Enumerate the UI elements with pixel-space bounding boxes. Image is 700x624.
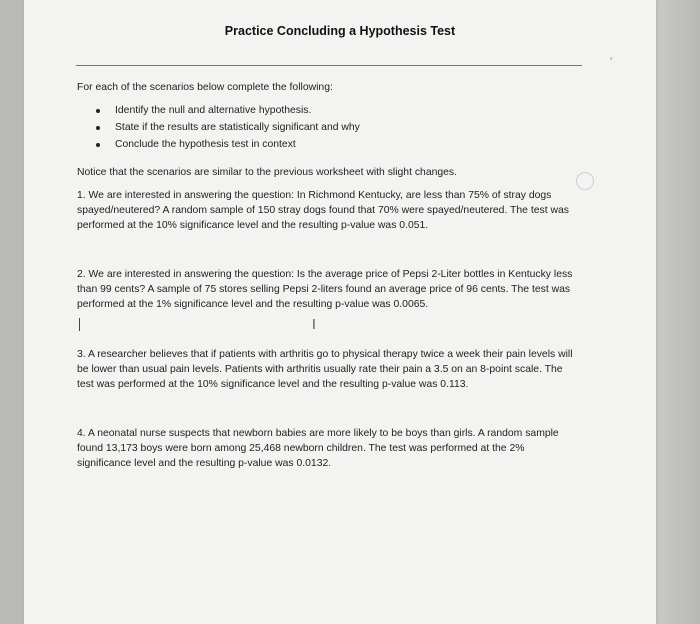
worksheet-page: [24, 0, 656, 624]
background-edge: [656, 0, 700, 624]
list-item: State if the results are statistically significant and why: [96, 119, 360, 136]
notice-text: Notice that the scenarios are similar to the previous worksheet with slight changes.: [77, 167, 458, 178]
instructions-list: [96, 102, 360, 153]
ibeam-cursor-icon: I: [312, 318, 316, 333]
faint-circle-mark: [576, 172, 594, 190]
list-item: Identify the null and alternative hypothesis.: [96, 102, 360, 119]
question-2[interactable]: 2. We are interested in answering the question: Is the average price of Pepsi 2-Liter bottles in Kentucky less than 99 cents? A sample of 75 stores selling Pepsi 2-liters found an average price of 96 cents. The test was performed at the 1% significance level and the resulting p-value was 0.0065.: [77, 269, 573, 310]
question-4[interactable]: 4. A neonatal nurse suspects that newborn babies are more likely to be boys than girls. A random sample found 13,173 boys were born among 25,468 newborn children. The test was performed at the 2% significance level and the resulting p-value was 0.0132.: [77, 428, 559, 469]
instructions-intro: For each of the scenarios below complete the following:: [77, 82, 333, 93]
title-divider: [76, 65, 582, 66]
margin-mark-icon: ʼ: [610, 57, 613, 68]
question-3[interactable]: 3. A researcher believes that if patients with arthritis go to physical therapy twice a week their pain levels will be lower than usual pain levels. Patients with arthritis usually rate their pain a 3.5 on an 8-point scale. The test was performed at the 10% significance level and the resulting p-value was 0.113.: [77, 349, 573, 390]
page-title: Practice Concluding a Hypothesis Test: [224, 24, 456, 38]
list-item: Conclude the hypothesis test in context: [96, 136, 360, 153]
text-cursor[interactable]: [79, 318, 80, 331]
question-1[interactable]: 1. We are interested in answering the question: In Richmond Kentucky, are less than 75% of stray dogs spayed/neutered? A random sample of 150 stray dogs found that 70% were spayed/neutered. The test was performed at the 10% significance level and the resulting p-value was 0.051.: [77, 190, 569, 231]
